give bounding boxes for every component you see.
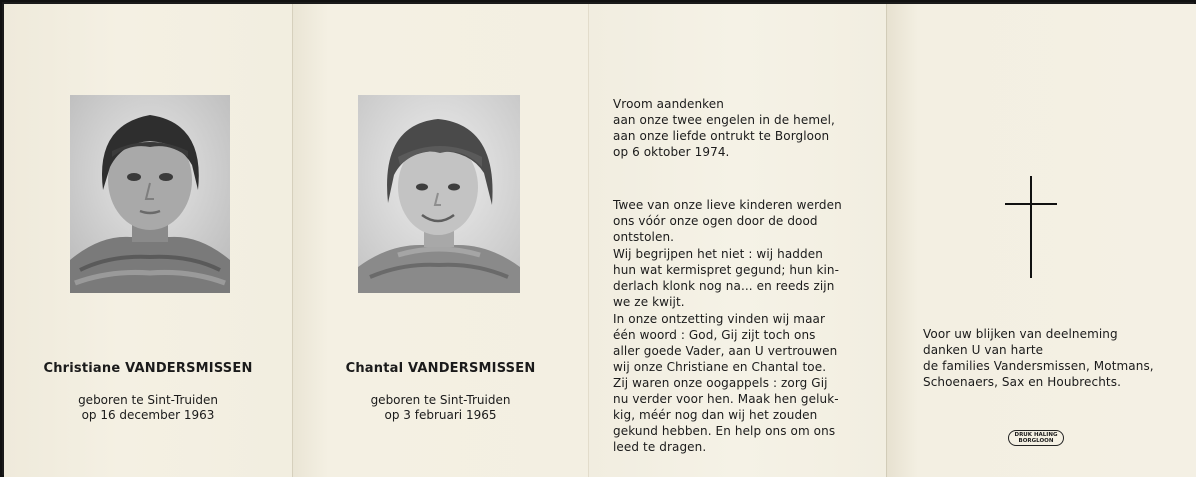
text-line: aller goede Vader, aan U vertrouwen — [613, 344, 838, 358]
birth-place: geboren te Sint-Truiden — [78, 393, 218, 407]
text-line: één woord : God, Gij zijt toch ons — [613, 328, 816, 342]
text-line: Zij waren onze oogappels : zorg Gij — [613, 376, 828, 390]
birth-date: op 3 februari 1965 — [384, 408, 497, 422]
child-name: Chantal VANDERSMISSEN — [345, 361, 536, 376]
intro-line: aan onze liefde ontrukt te Borgloon — [613, 129, 830, 143]
printer-stamp — [1008, 430, 1064, 446]
panel-christiane — [4, 4, 292, 477]
panel-text — [588, 4, 886, 477]
cross-icon-bar — [1005, 203, 1057, 205]
text-line: nu verder voor hen. Maak hen geluk- — [613, 392, 839, 406]
intro-line: aan onze twee engelen in de hemel, — [613, 113, 835, 127]
thanks-line: danken U van harte — [923, 343, 1044, 357]
portrait-chantal-image — [358, 95, 520, 293]
panel-thanks — [886, 4, 1196, 477]
text-line: hun wat kermispret gegund; hun kin- — [613, 263, 840, 277]
birth-place: geboren te Sint-Truiden — [370, 393, 511, 407]
text-line: kig, méér nog dan wij het zouden — [613, 408, 818, 422]
text-line: wij onze Christiane en Chantal toe. — [613, 360, 827, 374]
text-line: Wij begrijpen het niet : wij hadden — [613, 247, 823, 261]
child-name: Christiane VANDERSMISSEN — [43, 361, 253, 376]
intro-line: Vroom aandenken — [613, 97, 724, 111]
text-line: ontstolen. — [613, 230, 675, 244]
thanks-line: Voor uw blijken van deelneming — [923, 327, 1118, 341]
portrait-photo-chantal — [358, 95, 520, 293]
text-line: gekund hebben. En help ons om ons — [613, 424, 836, 438]
thanks-line: Schoenaers, Sax en Houbrechts. — [923, 375, 1122, 389]
portrait-christiane-image — [70, 95, 230, 293]
text-line: derlach klonk nog na... en reeds zijn — [613, 279, 835, 293]
intro-line: op 6 oktober 1974. — [613, 145, 730, 159]
panel-chantal — [292, 4, 588, 477]
printer-name: DRUK HALING — [1014, 432, 1058, 438]
printer-town: BORGLOON — [1018, 438, 1054, 444]
text-line: leed te dragen. — [613, 440, 707, 454]
text-line: we ze kwijt. — [613, 295, 685, 309]
text-line: ons vóór onze ogen door de dood — [613, 214, 818, 228]
cross-icon — [1030, 176, 1032, 278]
portrait-photo-christiane — [70, 95, 230, 293]
birth-date: op 16 december 1963 — [81, 408, 215, 422]
thanks-line: de families Vandersmissen, Motmans, — [923, 359, 1154, 373]
text-line: Twee van onze lieve kinderen werden — [613, 198, 842, 212]
text-line: In onze ontzetting vinden wij maar — [613, 312, 826, 326]
